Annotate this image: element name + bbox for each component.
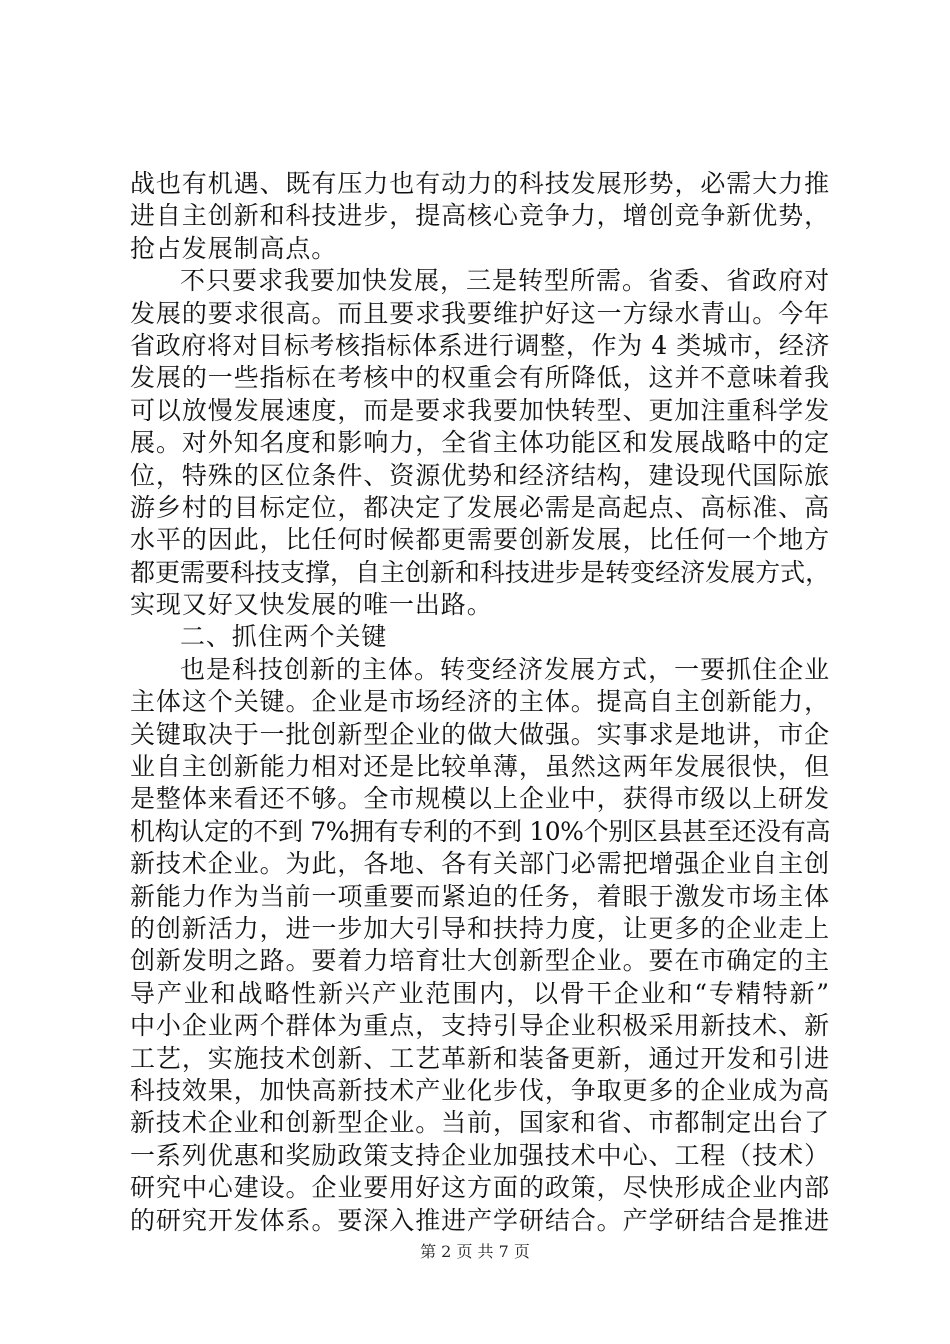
text-line: 科技效果，加快高新技术产业化步伐，争取更多的企业成为高: [130, 1075, 830, 1105]
text-line: 研究中心建设。企业要用好这方面的政策，尽快形成企业内部: [130, 1173, 830, 1203]
text-line: 水平的因此，比任何时候都更需要创新发展，比任何一个地方: [130, 525, 830, 555]
text-line: 新技术企业。为此，各地、各有关部门必需把增强企业自主创: [130, 849, 830, 879]
text-line: 可以放慢发展速度，而是要求我要加快转型、更加注重科学发: [130, 395, 830, 425]
text-line: 新能力作为当前一项重要而紧迫的任务，着眼于激发市场主体: [130, 881, 830, 911]
page-footer: 第 2 页 共 7 页: [420, 1242, 530, 1261]
text-line: 发展的要求很高。而且要求我要维护好这一方绿水青山。今年: [130, 298, 830, 328]
text-line: 是整体来看还不够。全市规模以上企业中，获得市级以上研发: [130, 784, 830, 814]
text-line: 业自主创新能力相对还是比较单薄，虽然这两年发展很快，但: [130, 752, 830, 782]
text-line: 发展的一些指标在考核中的权重会有所降低，这并不意味着我: [130, 363, 830, 393]
text-line: 战也有机遇、既有压力也有动力的科技发展形势，必需大力推: [130, 169, 830, 198]
text-line: 工艺，实施技术创新、工艺革新和装备更新，通过开发和引进: [130, 1043, 830, 1073]
text-line: 的创新活力，进一步加大引导和扶持力度，让更多的企业走上: [130, 913, 830, 943]
text-line: 的研究开发体系。要深入推进产学研结合。产学研结合是推进: [130, 1205, 830, 1235]
text-line: 都更需要科技支撑，自主创新和科技进步是转变经济发展方式，: [130, 557, 830, 587]
text-line: 实现又好又快发展的唯一出路。: [130, 590, 493, 620]
text-line: 新技术企业和创新型企业。当前，国家和省、市都制定出台了: [130, 1108, 830, 1138]
text-line: 关键取决于一批创新型企业的做大做强。实事求是地讲，市企: [130, 719, 830, 749]
text-line: 机构认定的不到 7%拥有专利的不到 10%个别区县甚至还没有高: [130, 816, 830, 846]
text-line: 导产业和战略性新兴产业范围内，以骨干企业和“专精特新”: [130, 978, 830, 1008]
body-text: [130, 168, 830, 1237]
text-line: 中小企业两个群体为重点，支持引导企业积极采用新技术、新: [130, 1011, 830, 1041]
text-line: 游乡村的目标定位，都决定了发展必需是高起点、高标准、高: [130, 492, 830, 522]
text-line: 省政府将对目标考核指标体系进行调整，作为 4 类城市，经济: [130, 330, 830, 360]
text-line: 进自主创新和科技进步，提高核心竞争力，增创竞争新优势，: [130, 201, 830, 231]
text-line: 一系列优惠和奖励政策支持企业加强技术中心、工程（技术）: [130, 1140, 830, 1170]
text-line: 抢占发展制高点。: [130, 233, 338, 263]
text-line: 也是科技创新的主体。转变经济发展方式，一要抓住企业: [180, 654, 830, 684]
text-line: 主体这个关键。企业是市场经济的主体。提高自主创新能力，: [130, 687, 830, 717]
text-line: 位，特殊的区位条件、资源优势和经济结构，建设现代国际旅: [130, 460, 830, 490]
text-line: 创新发明之路。要着力培育壮大创新型企业。要在市确定的主: [130, 946, 830, 976]
text-line: 展。对外知名度和影响力，全省主体功能区和发展战略中的定: [130, 428, 830, 458]
text-line: 二、抓住两个关键: [180, 622, 388, 652]
text-line: 不只要求我要加快发展，三是转型所需。省委、省政府对: [180, 266, 830, 296]
